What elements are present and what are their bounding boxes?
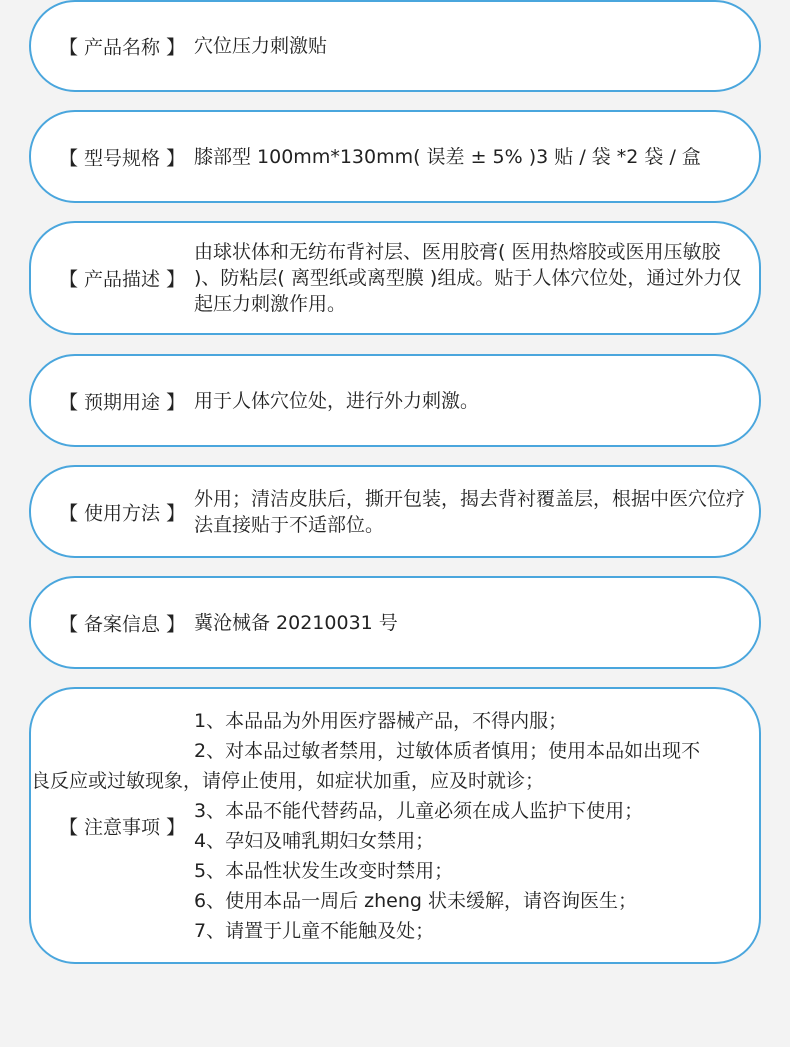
registration-info-label: 【 备案信息 】 (59, 613, 186, 635)
product-name-value: 穴位压力刺激贴 (194, 35, 328, 57)
intended-use-label: 【 预期用途 】 (59, 391, 186, 413)
product-description-label: 【 产品描述 】 (59, 268, 186, 291)
registration-info-card (29, 576, 761, 669)
precautions-label: 【 注意事项 】 (59, 816, 186, 838)
precaution-item: 3、本品不能代替药品，儿童必须在成人监护下使用； (194, 799, 644, 822)
product-name-label: 【 产品名称 】 (59, 36, 186, 59)
product-description-value: 由球状体和无纺布背衬层、医用胶膏( 医用热熔胶或医用压敏胶 )、防粘层( 离型纸或离型膜 )组成。贴于人体穴位处，通过外力仅起压力刺激作用。 (194, 241, 742, 315)
precautions-card (29, 687, 761, 964)
precaution-item: 6、使用本品一周后 zheng 状未缓解，请咨询医生； (194, 889, 637, 912)
usage-method-card (29, 465, 761, 558)
intended-use-card (29, 354, 761, 447)
precaution-item-continued: 良反应或过敏现象，请停止使用，如症状加重，应及时就诊； (31, 769, 545, 792)
usage-method-value: 外用；清洁皮肤后，撕开包装，揭去背衬覆盖层，根据中医穴位疗法直接贴于不适部位。 (194, 487, 746, 536)
precaution-item: 4、孕妇及哺乳期妇女禁用； (194, 829, 435, 852)
registration-info-value: 冀沧械备 20210031 号 (194, 611, 398, 634)
product-name-card (29, 0, 761, 92)
intended-use-value: 用于人体穴位处，进行外力刺激。 (194, 389, 480, 412)
model-spec-card (29, 110, 761, 203)
model-spec-label: 【 型号规格 】 (59, 147, 186, 169)
model-spec-value: 膝部型 100mm*130mm( 误差 ± 5% )3 贴 / 袋 *2 袋 / 盒 (194, 145, 701, 168)
precaution-item: 5、本品性状发生改变时禁用； (194, 859, 454, 882)
usage-method-label: 【 使用方法 】 (59, 502, 186, 524)
precaution-item: 1、本品品为外用医疗器械产品，不得内服； (194, 709, 568, 732)
precaution-item: 7、请置于儿童不能触及处； (194, 919, 435, 942)
product-description-card (29, 221, 761, 335)
precaution-item: 2、对本品过敏者禁用，过敏体质者慎用；使用本品如出现不 (194, 739, 701, 762)
